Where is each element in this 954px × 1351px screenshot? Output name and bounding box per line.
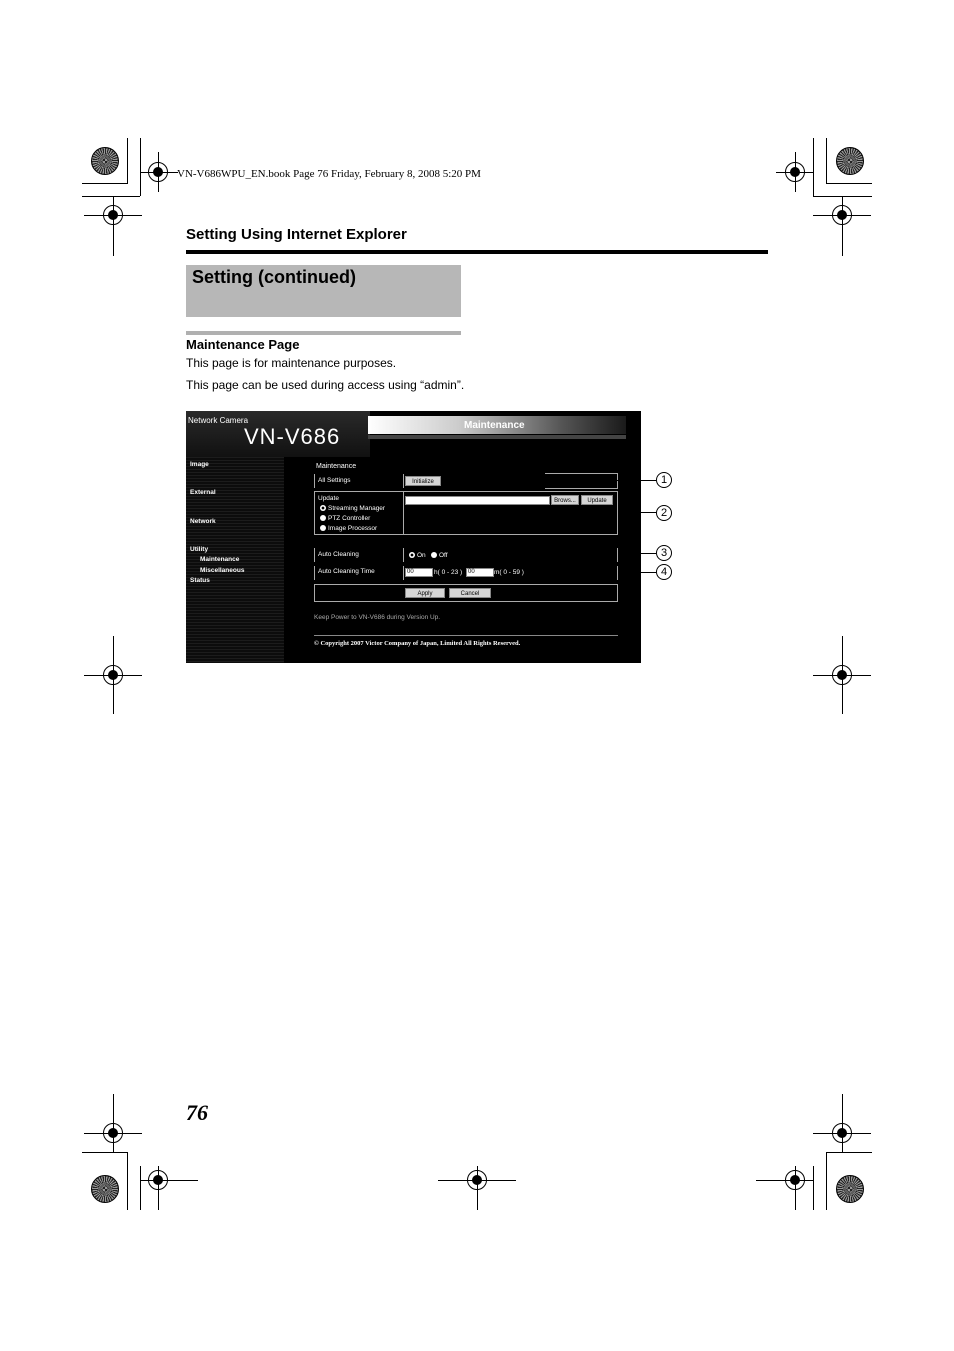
auto-cleaning-on: On — [409, 552, 426, 559]
registration-ball-icon — [91, 147, 119, 175]
crosshair-icon — [103, 665, 123, 685]
crosshair-icon — [467, 1170, 487, 1190]
update-option: Streaming Manager — [320, 505, 385, 512]
update-label: Update — [318, 495, 339, 502]
callout-3: 3 — [656, 545, 672, 561]
nav-external[interactable]: External — [190, 489, 216, 496]
title-stripe — [368, 435, 626, 439]
page-number: 76 — [186, 1100, 208, 1125]
crosshair-icon — [832, 665, 852, 685]
brand-logo: VN-V686 — [244, 424, 341, 449]
registration-ball-icon — [91, 1175, 119, 1203]
crosshair-icon — [103, 205, 123, 225]
callout-1: 1 — [656, 472, 672, 488]
browse-button[interactable]: Brows... — [551, 495, 579, 505]
callout-2: 2 — [656, 505, 672, 521]
crosshair-icon — [832, 205, 852, 225]
maintenance-screenshot — [186, 411, 641, 663]
section-rule — [186, 250, 768, 254]
auto-cleaning-time-label: Auto Cleaning Time — [318, 568, 375, 575]
apply-button[interactable]: Apply — [405, 588, 445, 598]
crosshair-icon — [148, 1170, 168, 1190]
update-button[interactable]: Update — [581, 495, 613, 505]
banner-rule — [186, 331, 461, 335]
page-title: Maintenance — [464, 420, 525, 431]
initialize-button[interactable]: Initialize — [405, 476, 441, 486]
section-title: Setting Using Internet Explorer — [186, 226, 407, 243]
book-info-line: VN-V686WPU_EN.book Page 76 Friday, February 8, 2008 5:20 PM — [177, 168, 481, 180]
callout-4: 4 — [656, 564, 672, 580]
version-up-note: Keep Power to VN-V686 during Version Up. — [314, 614, 441, 621]
all-settings-label: All Settings — [318, 477, 351, 484]
paragraph: This page is for maintenance purposes. — [186, 356, 397, 370]
crosshair-icon — [785, 1170, 805, 1190]
minute-range: m( 0 - 59 ) — [494, 569, 524, 576]
subsection-title: Maintenance Page — [186, 337, 300, 352]
copyright: © Copyright 2007 Victor Company of Japan, Limited All Rights Reserved. — [314, 640, 521, 647]
crosshair-icon — [148, 162, 168, 182]
crosshair-icon — [785, 162, 805, 182]
nav-status[interactable]: Status — [190, 577, 210, 584]
paragraph: This page can be used during access using “admin”. — [186, 378, 465, 392]
update-option: PTZ Controller — [320, 515, 370, 522]
crosshair-icon — [103, 1123, 123, 1143]
registration-ball-icon — [836, 147, 864, 175]
panel-label: Maintenance — [316, 463, 357, 470]
update-option: Image Processor — [320, 525, 377, 532]
page-title-bar — [368, 416, 626, 434]
auto-cleaning-label: Auto Cleaning — [318, 551, 359, 558]
callout-box-2 — [312, 489, 620, 537]
hour-input[interactable]: 00 — [405, 568, 433, 577]
nav-maintenance[interactable]: Maintenance — [200, 556, 240, 563]
cancel-button[interactable]: Cancel — [449, 588, 491, 598]
crosshair-icon — [832, 1123, 852, 1143]
nav-image[interactable]: Image — [190, 461, 209, 468]
minute-input[interactable]: 00 — [466, 568, 494, 577]
nav-network[interactable]: Network — [190, 518, 216, 525]
callout-box-3 — [312, 546, 620, 564]
auto-cleaning-off: Off — [431, 552, 448, 559]
nav-utility[interactable]: Utility — [190, 546, 209, 553]
banner-title: Setting (continued) — [192, 267, 356, 287]
hour-range: h( 0 - 23 ) — [434, 569, 463, 576]
callout-box-4 — [312, 564, 620, 582]
brand-small: Network Camera — [188, 416, 249, 425]
callout-box-1 — [312, 472, 545, 490]
nav-miscellaneous[interactable]: Miscellaneous — [200, 567, 245, 574]
registration-ball-icon — [836, 1175, 864, 1203]
topic-banner — [186, 265, 461, 317]
